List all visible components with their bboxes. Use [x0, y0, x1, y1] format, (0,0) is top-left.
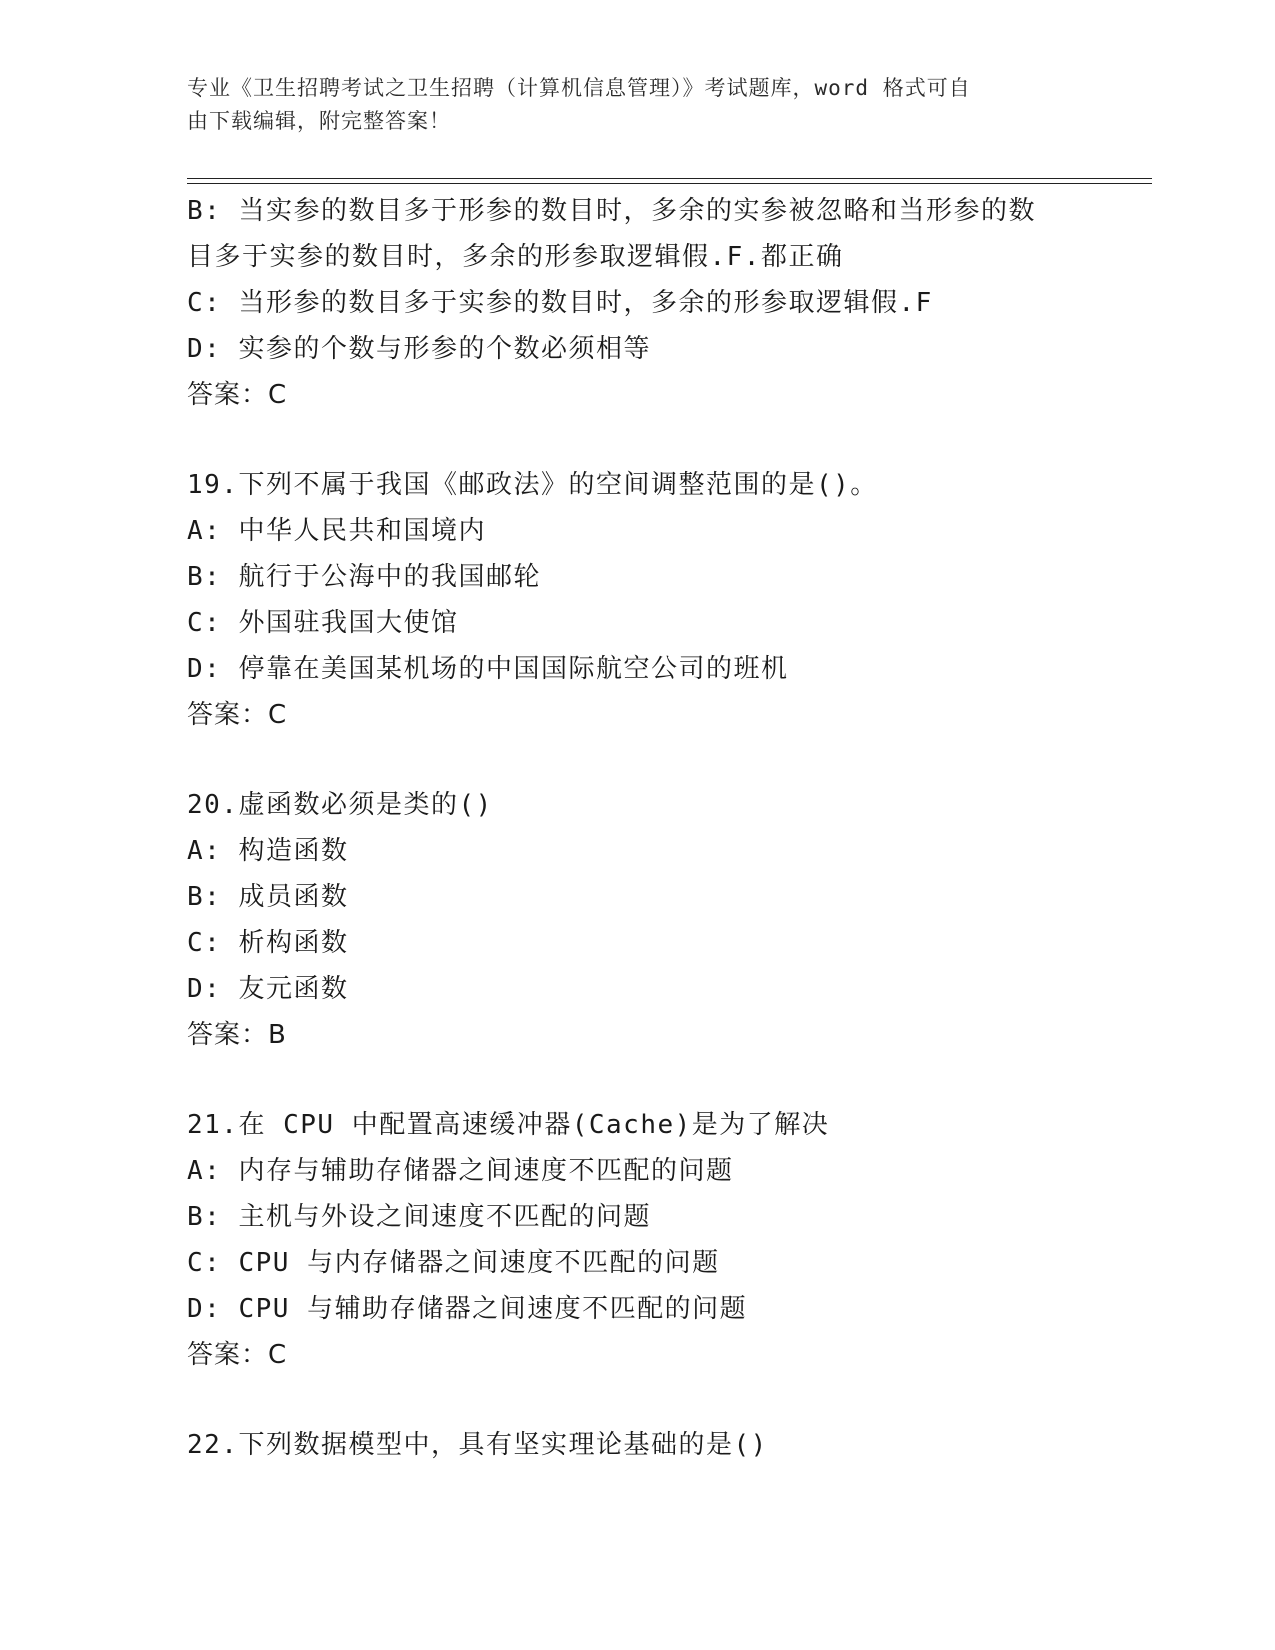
- option-a: A: 构造函数: [187, 836, 349, 866]
- answer: 答案：C: [187, 700, 288, 730]
- option-a: A: 中华人民共和国境内: [187, 516, 486, 546]
- question-22: [187, 1422, 1087, 1468]
- document-header: [187, 72, 1087, 138]
- answer: 答案：C: [187, 380, 288, 410]
- header-divider-top: [187, 178, 1152, 179]
- option-c: C: 析构函数: [187, 928, 349, 958]
- option-d: D: 停靠在美国某机场的中国国际航空公司的班机: [187, 654, 789, 684]
- header-line-2: 由下载编辑，附完整答案！: [187, 109, 451, 133]
- option-c: C: CPU 与内存储器之间速度不匹配的问题: [187, 1248, 720, 1278]
- option-d: D: 实参的个数与形参的个数必须相等: [187, 334, 651, 364]
- header-divider-bottom: [187, 183, 1152, 184]
- option-a: A: 内存与辅助存储器之间速度不匹配的问题: [187, 1156, 734, 1186]
- question-stem: 21.在 CPU 中配置高速缓冲器(Cache)是为了解决: [187, 1110, 830, 1140]
- option-b-line-2: 目多于实参的数目时，多余的形参取逻辑假.F.都正确: [187, 242, 844, 272]
- question-stem: 22.下列数据模型中，具有坚实理论基础的是(): [187, 1430, 768, 1460]
- option-b-line-1: B: 当实参的数目多于形参的数目时，多余的实参被忽略和当形参的数: [187, 196, 1036, 226]
- question-stem: 20.虚函数必须是类的(): [187, 790, 493, 820]
- answer: 答案：B: [187, 1020, 287, 1050]
- question-stem: 19.下列不属于我国《邮政法》的空间调整范围的是()。: [187, 470, 878, 500]
- question-18-tail: [187, 188, 1087, 418]
- question-20: [187, 782, 1087, 1058]
- option-b: B: 成员函数: [187, 882, 349, 912]
- question-list: [187, 188, 1087, 1468]
- option-c: C: 当形参的数目多于实参的数目时，多余的形参取逻辑假.F: [187, 288, 933, 318]
- option-c: C: 外国驻我国大使馆: [187, 608, 459, 638]
- option-b: B: 航行于公海中的我国邮轮: [187, 562, 541, 592]
- option-d: D: 友元函数: [187, 974, 349, 1004]
- answer: 答案：C: [187, 1340, 288, 1370]
- header-line-1: 专业《卫生招聘考试之卫生招聘（计算机信息管理）》考试题库，word 格式可自: [187, 76, 971, 100]
- option-b: B: 主机与外设之间速度不匹配的问题: [187, 1202, 651, 1232]
- question-19: [187, 462, 1087, 738]
- option-d: D: CPU 与辅助存储器之间速度不匹配的问题: [187, 1294, 748, 1324]
- question-21: [187, 1102, 1087, 1378]
